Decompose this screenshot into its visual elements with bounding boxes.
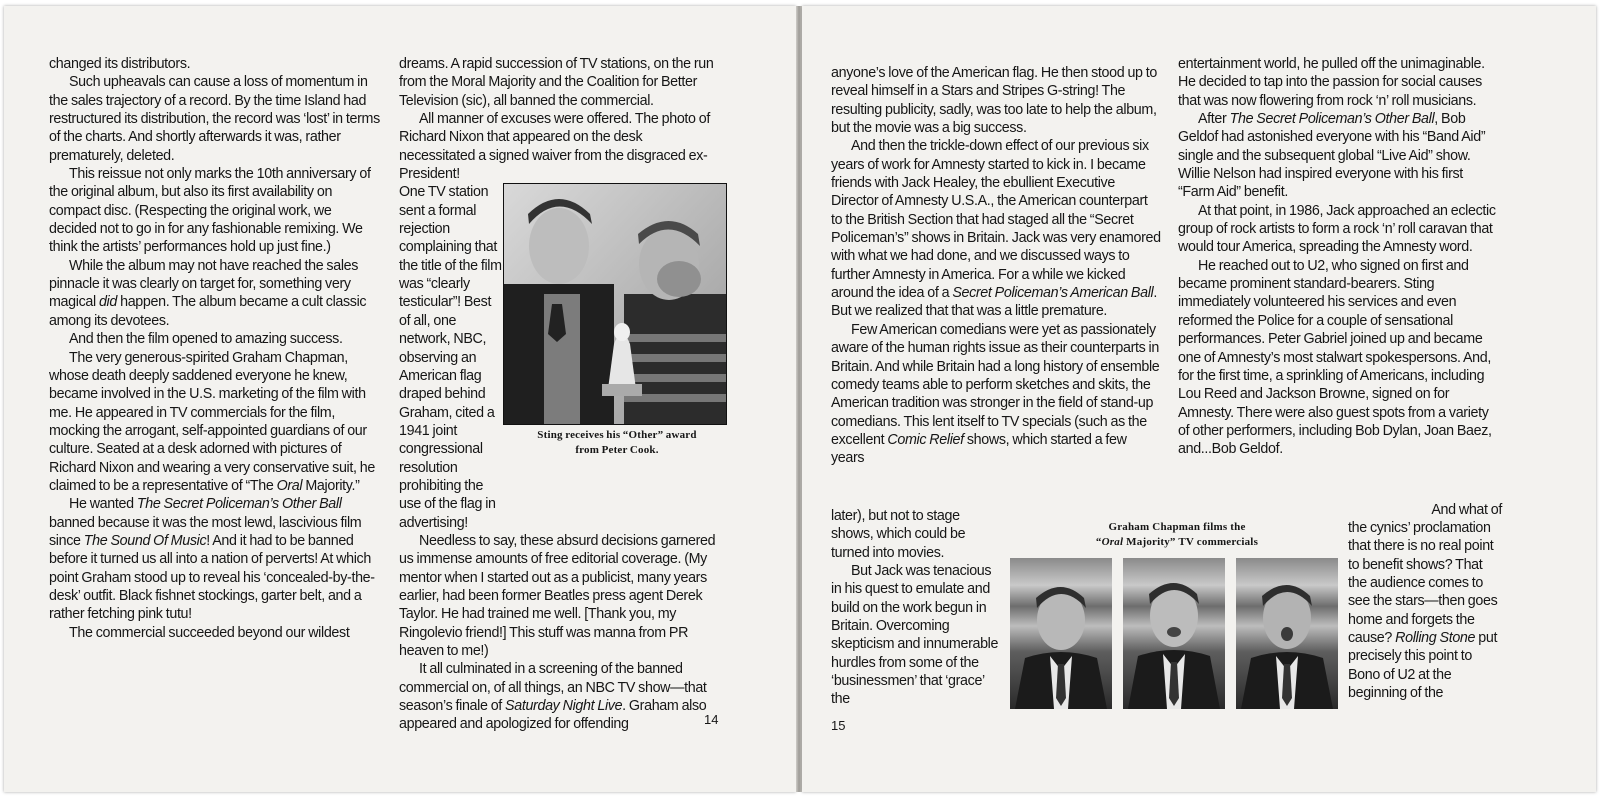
text-run: put precisely this point to Bono of U2 at the beginning of the <box>1348 630 1498 702</box>
page15-column-2-and-what-of <box>1348 501 1502 519</box>
paragraph: All manner of excuses were offered. The photo of Richard Nixon that appeared on the desk necessitated a signed waiver from the disgraced ex-President! <box>399 111 711 183</box>
paragraph <box>831 137 1161 320</box>
text-run: happen. The album became a cult classic among its devotees. <box>49 294 367 329</box>
paragraph <box>49 349 381 496</box>
paragraph <box>1178 110 1502 202</box>
paragraph: This reissue not only marks the 10th anniversary of the original album, but also its first availability on compact disc. (Respecting the original work, we decided not to go in for any fashionable remixing. We think the artists’ performances hold up just fine.) <box>49 166 371 256</box>
text-run-italic: The Secret Policeman’s Other Ball <box>136 496 342 513</box>
paragraph: One TV station sent a formal rejection complaining that the title of the film was “clearly testicular”! Best of all, one network, NBC, observing an American flag draped behind Graham, cited a 1941 joint congressional resolution prohibiting the use of the flag in advertising! <box>399 184 502 531</box>
paragraph: anyone’s love of the American flag. He then stood up to reveal himself in a Stars and Stripes G-string! The resulting publicity, sadly, was too late to help the album, but the movie was a big success. <box>831 65 1157 137</box>
text-run-italic: Secret Policeman’s American Ball <box>952 285 1154 302</box>
photo-frame-2 <box>1123 558 1225 709</box>
paragraph: The commercial succeeded beyond our wildest <box>69 624 350 641</box>
photo-frame-1 <box>1010 558 1112 709</box>
text-run: Majority” TV commercials <box>1123 536 1259 548</box>
caption-line-2 <box>1027 535 1327 550</box>
photo-frame-2-image <box>1123 558 1225 709</box>
text-run: shows, which started a few years <box>831 431 1127 467</box>
photo-frame-1-image <box>1010 558 1112 709</box>
text-run-italic: did <box>98 294 117 311</box>
caption-line-1: Graham Chapman films the <box>1108 521 1246 533</box>
photo-caption-line-2: from Peter Cook. <box>575 444 659 457</box>
text-run-italic: Oral <box>276 477 303 494</box>
text-run-italic: Rolling Stone <box>1395 630 1476 647</box>
page-number-15: 15 <box>831 718 846 733</box>
paragraph: And then the film opened to amazing success. <box>69 331 343 348</box>
page15-column-1 <box>831 64 1161 468</box>
text-run-italic: The Sound Of Music <box>83 532 207 549</box>
page15-column-2 <box>1178 55 1502 459</box>
paragraph: But Jack was tenacious in his quest to emulate and build on the work begun in Britain. Overcoming skepticism and innumerable hurdles from some of the ‘businessmen’ that ‘grace’ the <box>831 563 999 708</box>
paragraph: At that point, in 1986, Jack approached an eclectic group of rock artists to form a rock ‘n’ roll caravan that would tour America, spreading the Amnesty word. <box>1178 202 1496 256</box>
photo-sting-peter-cook <box>503 183 727 425</box>
text-run: The very generous-spirited Graham Chapman, whose death deeply saddened everyone he knew, became involved in the U.S. marketing of the film with me. He appeared in TV commercials for the film, mocking the arrogant, self-appointed guardians of our culture. Seated at a desk adorned with pictures of Richard Nixon and wearing a very conservative suit, he claimed to be a representative of “The <box>49 349 375 494</box>
photo-sting-peter-cook-block <box>503 183 729 458</box>
photo-sting-peter-cook-image <box>504 184 726 424</box>
page14-column-1 <box>49 55 381 642</box>
page-number-14: 14 <box>704 712 719 727</box>
text-run: the cynics’ proclamation that there is no real point to benefit shows? That the audience comes to see the stars—then goes home and forgets the cause? <box>1348 520 1498 647</box>
left-page-14 <box>4 6 796 792</box>
paragraph: And what of <box>1431 502 1502 518</box>
text-run: , Bob Geldof had astonished everyone with his “Band Aid” single and the subsequent global “Live Aid” show. Willie Nelson had inspired everyone with his first “Farm Aid” benefit. <box>1178 111 1486 201</box>
text-run: He wanted <box>69 496 137 513</box>
text-run-italic: Oral <box>1101 536 1124 548</box>
right-page-15 <box>802 6 1596 792</box>
text-run: “ <box>1095 536 1102 548</box>
photo-caption-line-1: Sting receives his “Other” award <box>537 429 697 442</box>
photo-caption-graham-chapman <box>1027 520 1327 550</box>
text-run: Few American comedians were yet as passionately aware of the human rights issue as their counterparts in Britain. And while Britain had a long history of ensemble comedy teams able to perform sketches and skits, the American tradition was stronger in the field of stand-up comedians. This lent itself to TV specials (such as the excellent <box>831 321 1160 448</box>
text-run-italic: The Secret Policeman’s Other Ball <box>1229 111 1435 128</box>
page14-column-2-top <box>399 55 721 183</box>
paragraph: entertainment world, he pulled off the unimaginable. He decided to tap into the passion for social causes that was now flowering from rock ‘n’ roll musicians. <box>1178 56 1485 109</box>
paragraph: changed its distributors. <box>49 56 191 72</box>
photo-strip-graham-chapman <box>1010 558 1338 709</box>
page14-column-2-wrap <box>399 183 503 532</box>
page15-column-1-narrow <box>831 507 999 709</box>
photo-frame-3-image <box>1236 558 1338 709</box>
text-run: After <box>1198 111 1230 128</box>
text-run: Majority.” <box>302 477 360 494</box>
text-run: While the album may not have reached the sales pinnacle it was clearly on target for, something very magical <box>49 257 359 311</box>
paragraph <box>49 257 381 330</box>
text-run: And then the trickle-down effect of our previous six years of work for Amnesty started to kick in. I became friends with Jack Healey, the ebullient Executive Director of Amnesty U.S.A., the American counterpart to the British Section that had staged all the “Secret Policeman’s” shows in Britain. Jack was very enamored with what we had done, and we discussed ways to further Amnesty in America. For a while we kicked around the idea of a <box>831 138 1161 302</box>
page14-column-2 <box>399 55 721 734</box>
paragraph: He reached out to U2, who signed on first and became prominent standard-bearers. Sting immediately volunteered his services and even reformed the Police for a couple of sensational performances. Peter Gabriel joined up and became one of Amnesty’s most stalwart spokespersons. And, for the first time, a sprinkling of Americans, including Lou Reed and Jackson Browne, signed on for Amnesty. There were also guest spots from a variety of other performers, including Bob Dylan, Joan Baez, and...Bob Geldof. <box>1178 257 1492 458</box>
paragraph: Needless to say, these absurd decisions garnered us immense amounts of free editorial coverage. (My mentor when I started out as a publicist, many years earlier, had been former Beatles press agent Derek Taylor. He had trained me well. [Thank you, my Ringolevio friend!] This stuff was manna from PR heaven to me!) <box>399 532 716 659</box>
paragraph <box>1348 519 1498 702</box>
paragraph <box>831 321 1161 468</box>
text-run: ! And it had to be banned before it turned us all into a nation of perverts! At which point Graham stood up to reveal his ‘concealed-by-the-desk’ outfit. Black fishnet stockings, garter belt, and a rather fetching pink tutu! <box>49 532 375 623</box>
text-run-italic: Saturday Night Live <box>505 698 623 715</box>
paragraph: dreams. A rapid succession of TV stations, on the run from the Moral Majority and the Coalition for Better Television (sic), all banned the commercial. <box>399 56 714 109</box>
text-run: . Graham also appeared and apologized for offending <box>399 698 707 733</box>
photo-frame-3 <box>1236 558 1338 709</box>
text-run: . But we realized that that was a little premature. <box>831 285 1157 320</box>
page14-column-2-rest <box>399 532 721 734</box>
paragraph: later), but not to stage shows, which could be turned into movies. <box>831 508 966 561</box>
text-run-italic: Comic Relief <box>887 431 964 448</box>
text-run: banned because it was the most lewd, lascivious film since <box>49 514 362 549</box>
text-run: It all culminated in a screening of the banned commercial on, of all things, an NBC TV show—that season’s finale of <box>399 661 707 715</box>
photo-caption-sting <box>503 428 729 458</box>
paragraph <box>399 660 721 733</box>
paragraph <box>49 495 381 623</box>
paragraph: Such upheavals can cause a loss of momentum in the sales trajectory of a record. By the time Island had restructured its distribution, the record was ‘lost’ in terms of the charts. And shortly afterwards it was, rather prematurely, deleted. <box>49 74 380 164</box>
page15-column-2-narrow <box>1348 519 1498 702</box>
